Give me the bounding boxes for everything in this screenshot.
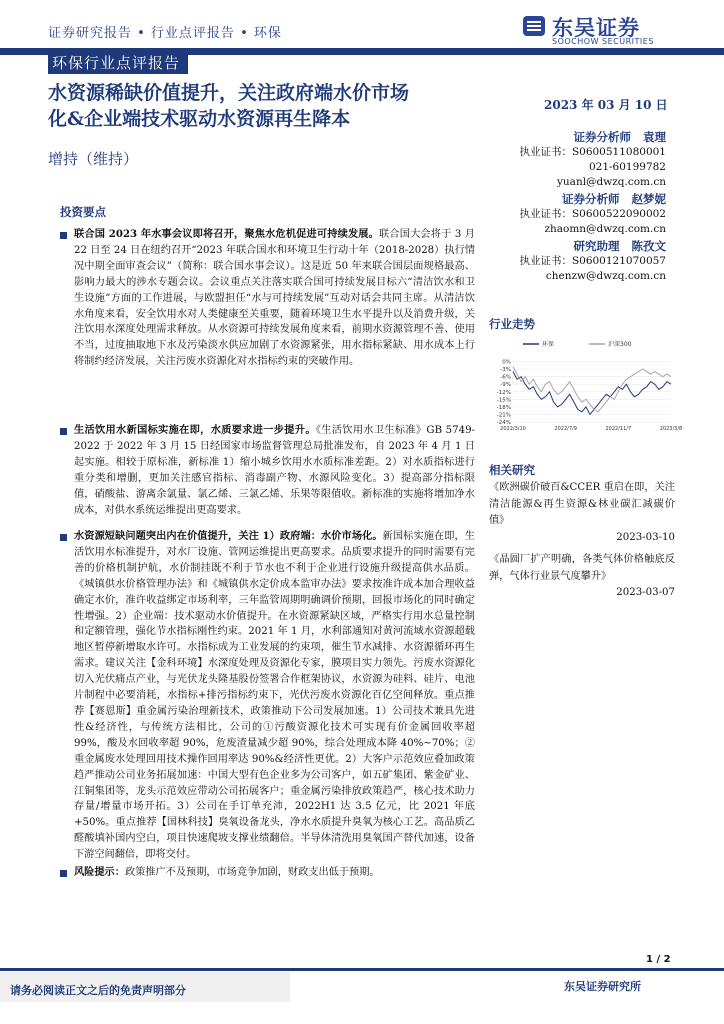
chart-y-tick-label: -15%	[496, 397, 511, 404]
chart-y-tick-label: 0%	[502, 359, 511, 366]
analyst-3-name: 陈孜文	[631, 239, 666, 253]
chart-y-tick-label: -21%	[496, 412, 511, 419]
chart-x-tick-label: 2022/7/9	[554, 426, 577, 432]
footer-org: 东吴证券研究所	[564, 980, 641, 993]
bullet-square-icon	[60, 870, 67, 877]
highlight-item	[60, 423, 475, 526]
bullet-square-icon	[60, 232, 67, 239]
highlight-lead: 风险提示：	[74, 866, 125, 878]
report-date: 2023 年 03 月 10 日	[544, 98, 668, 112]
chart-y-tick-label: -9%	[500, 382, 511, 389]
brand-logo	[522, 12, 712, 48]
highlight-body: 政策推广不及预期，市场竞争加剧，财政支出低于预期。	[124, 867, 380, 878]
report-type-label: 环保行业点评报告	[48, 48, 188, 74]
analyst-3-role: 研究助理	[573, 239, 620, 253]
highlight-lead: 联合国 2023 年水事会议即将召开，聚焦水危机促进可持续发展。	[74, 228, 380, 240]
highlight-body: 《生活饮用水卫生标准》GB 5749-2022 于 2022 年 3 月 15 日经国家市场监督管理总局批准发布，自 2023 年 4 月 1 日起实施。相较于原标准，新标准 1）缩小城乡饮用水水质标准差距。2）对水质指标进行重分类和增删，更加关注感官指标、消毒副产物、水源风险变化。3）提高部分指标限值，硝酸盐、游离余氯量、氯乙烯、三氯乙烯、乐果等限值收。新标准的实施将增加净水成本，对供水系统运维提出更高要求。	[74, 425, 475, 516]
chart-series-line	[513, 372, 671, 415]
brand-name-en: SOOCHOW SECURITIES	[552, 37, 654, 46]
chart-x-tick-label: 2022/11/7	[605, 426, 632, 432]
highlight-body: 联合国大会将于 3 月 22 日至 24 日在纽约召开“2023 年联合国水和环境卫生行动十年（2018-2028）执行情况中期全面审查会议”（简称：联合国水事会议）。这是近 50 年来联合国层面规格最高、影响力最大的涉水专题会议。会议重点关注落实联合国可持续发展目标六“清洁饮水和卫生设施”方面的工作进展，与欧盟担任“水与可持续发展”互动对话会共同主席。从清洁饮水角度来看，安全饮用水对人类健康至关重要，随着环境卫生水平提升以及消费升级，关注饮用水深度处理需求释放。从水资源可持续发展角度来看，前期水资源管理不善、使用不当，过度抽取地下水及污染淡水供应加剧了水资源紧张，用水指标紧缺、用水成本上行将制约经济发展，关注污废水资源化对水指标约束的突破作用。	[74, 229, 475, 368]
investment-highlights	[60, 204, 475, 888]
analyst-1-title	[490, 130, 666, 145]
brand-name-cn: 东吴证券	[552, 16, 640, 40]
analyst-3-email[interactable]: chenzw@dwzq.com.cn	[545, 270, 666, 282]
section-title-related: 相关研究	[489, 463, 535, 477]
chart-x-tick-label: 2023/3/8	[659, 426, 683, 432]
analyst-3-license: 执业证书：S0600121070057	[519, 255, 666, 267]
chart-y-tick-label: -6%	[500, 374, 511, 381]
chart-y-tick-label: -12%	[496, 389, 511, 396]
report-title-line-1: 水资源稀缺价值提升，关注政府端水价市场	[48, 82, 410, 104]
analyst-panel	[490, 128, 666, 284]
footer-rule	[0, 968, 724, 971]
analyst-2-role: 证券分析师	[561, 192, 620, 206]
report-title	[48, 80, 518, 132]
analyst-2-email[interactable]: zhaomn@dwzq.com.cn	[544, 223, 666, 235]
related-item-date: 2023-03-10	[616, 531, 675, 543]
analyst-1-role: 证券分析师	[573, 130, 631, 144]
related-item-date: 2023-03-07	[616, 587, 675, 598]
chart-y-tick-label: -18%	[496, 404, 511, 411]
highlight-item	[60, 865, 475, 885]
analyst-3-title	[490, 239, 666, 254]
brand-mark-icon	[522, 14, 546, 38]
section-title-trend: 行业走势	[489, 317, 535, 331]
related-item-title[interactable]: 《欧洲碳价破百&CCER 重启在即，关注清洁能源&再生资源&林业碳汇减碳价值》	[489, 482, 675, 526]
highlight-lead: 生活饮用水新国标实施在即，水质要求进一步提升。	[74, 424, 316, 436]
chart-x-tick-label: 2022/3/10	[500, 426, 526, 432]
rating-label: 增持（维持）	[48, 150, 139, 168]
analyst-2-name: 赵梦妮	[631, 192, 666, 206]
analyst-1-phone: 021-60199782	[588, 161, 666, 173]
chart-series-line	[513, 367, 671, 412]
report-title-line-2: 化&企业端技术驱动水资源再生降本	[48, 108, 351, 130]
breadcrumb: 证券研究报告 • 行业点评报告 • 环保	[48, 26, 282, 41]
related-research-list	[489, 480, 675, 608]
analyst-2-title	[490, 192, 666, 207]
related-item-title[interactable]: 《晶圆厂扩产明确，各类气体价格触底反弹，气体行业景气度攀升》	[489, 554, 675, 582]
section-title-highlights: 投资要点	[60, 205, 106, 219]
analyst-1-name: 袁理	[643, 130, 666, 144]
analyst-2-license: 执业证书：S0600522090002	[519, 208, 666, 220]
highlight-body: 新国标实施在即，生活饮用水标准提升，对水厂设施、管网运维提出更高要求。品质要求提升的同时需要有完善的价格机制护航，水价制挂既不利于节水也不利于企业进行设施升级提高供水品质。《城镇供水价格管理办法》和《城镇供水定价成本监审办法》要求按准许成本加合理收益确定水价，准许收益绑定市场利率，三年监管周期明确调价预期，回报市场化的同时确定性增强。2）企业端：技术驱动水价值提升。在水资源紧缺区域，严格实行用水总量控制和定额管理，强化节水指标刚性约束。2021 年 1 月，水利部通知对黄河流域水资源超载地区暂停新增取水许可。水指标成为工业发展的约束项，催生节水减排、水资源循环再生需求。建议关注【金科环境】水深度处理及资源化专家，膜项目实力领先。污废水资源化切入光伏痛点产业，与光伏龙头隆基股份签署合作框架协议，水资源为硅料、硅片、电池片制程中必要消耗，水指标+排污指标约束下，光伏污废水资源化百亿空间释放。重点推荐【赛恩斯】重金属污染治理新技术，政策推动下公司发展加速。1）公司技术兼具先进性&经济性，与传统方法相比，公司的①污酸资源化技术可实现有价金属回收率超 99%，酸及水回收率超 90%，危废渣量减少超 90%，综合处理成本降 40%~70%；②重金属废水处理回用技术操作回用率达 90%&经济性更优。2）大客户示范效应叠加政策趋严推动公司业务拓展加速：中国大型有色企业多为公司客户，如五矿集团、紫金矿业、江铜集团等，龙头示范效应带动公司拓展客户；重金属污染排放政策趋严，核心技术助力存量/增量市场开拓。3）公司在手订单充沛，2022H1 达 3.5 亿元，比 2021 年底+50%。重点推荐【国林科技】臭氧设备龙头，净水水质提升臭氧为核心工艺。高品质乙醛酸填补国内空白，项目快速爬坡支撑业绩翻倍。半导体清洗用臭氧国产替代加速，设备下游空间翻倍，即将交付。	[74, 531, 475, 861]
highlight-item	[60, 227, 475, 420]
highlight-lead: 水资源短缺问题突出内在价值提升，关注 1）政府端：水价市场化。	[74, 530, 383, 542]
chart-legend-label: 沪深300	[608, 341, 632, 348]
chart-y-tick-label: -24%	[496, 420, 511, 426]
chart-legend-label: 环保	[542, 341, 555, 348]
disclaimer-text: 请务必阅读正文之后的免责声明部分	[10, 984, 186, 997]
analyst-1-license: 执业证书：S0600511080001	[519, 146, 666, 158]
top-header	[0, 0, 724, 48]
chart-y-tick-label: -3%	[500, 367, 511, 374]
industry-trend-chart	[489, 338, 683, 438]
page-number: 1 / 2	[646, 954, 671, 965]
highlight-item	[60, 529, 475, 862]
bullet-square-icon	[60, 534, 67, 541]
bullet-square-icon	[60, 428, 67, 435]
analyst-1-email[interactable]: yuanl@dwzq.com.cn	[556, 176, 666, 188]
